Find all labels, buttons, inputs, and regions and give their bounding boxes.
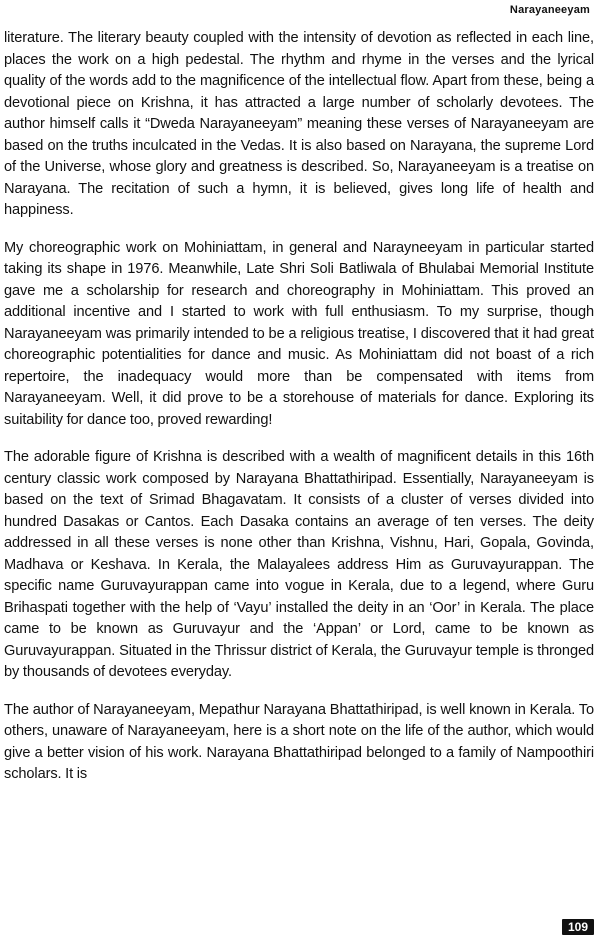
paragraph-choreographic-work: My choreographic work on Mohiniattam, in general and Narayneeyam in particular started taking its shape in 1976. Meanwhile, Late Shri Soli Batliwala of Bhulabai Memorial Institute gave me a scholarship for research and choreography in Mohiniattam. This proved an additional incentive and I started to work with full enthusiasm. To my surprise, though Narayaneeyam was primarily intended to be a religious treatise, I discovered that it had great choreographic potentialities for dance and music. As Mohiniattam did not boast of a rich repertoire, the inadequacy would more than be compensated with items from Narayaneeyam. Well, it did prove to be a storehouse of materials for dance. Exploring its suitability for dance too, proved rewarding!	[4, 239, 594, 428]
page-number-badge: 109	[562, 919, 594, 935]
paragraph-krishna-figure: The adorable figure of Krishna is described with a wealth of magnificent details in this 16th century classic work composed by Narayana Bhattathiripad. Essentially, Narayaneeyam is based on the text of Srimad Bhagavatam. It consists of a cluster of verses divided into hundred Dasakas or Cantos. Each Dasaka contains an average of ten verses. The deity addressed in all these verses is none other than Krishna, Vishnu, Hari, Gopala, Govinda, Madhava or Keshava. In Kerala, the Malayalees address Him as Guruvayurappan. The specific name Guruvayurappan came into vogue in Kerala, due to a legend, where Guru Brihaspati together with the help of ‘Vayu’ installed the deity in an ‘Oor’ in Kerala. The place came to be known as Guruvayur and the ‘Appan’ or Lord, came to be known as Guruvayurappan. Situated in the Thrissur district of Kerala, the Guruvayur temple is thronged by thousands of devotees everyday.	[4, 449, 594, 680]
paragraph-literary-beauty: literature. The literary beauty coupled with the intensity of devotion as reflected in each line, places the work on a high pedestal. The rhythm and rhyme in the verses and the lyrical quality of the words add to the magnificence of the intellectual flow. Apart from these, being a devotional piece on Krishna, it has attracted a large number of scholarly devotees. The author himself calls it “Dweda Narayaneeyam” meaning these verses of Narayaneeyam are based on the truths inculcated in the Vedas. It is also based on Narayana, the supreme Lord of the Universe, whose glory and greatness is described. So, Narayaneeyam is a treatise on Narayana. The recitation of such a hymn, it is believed, gives long life of health and happiness.	[4, 30, 594, 218]
running-header-title: Narayaneeyam	[509, 4, 590, 16]
page-body	[4, 28, 594, 802]
paragraph-author-intro: The author of Narayaneeyam, Mepathur Narayana Bhattathiripad, is well known in Kerala. To others, unaware of Narayaneeyam, here is a short note on the life of the author, which would give a better vision of his work. Narayana Bhattathiripad belonged to a family of Nampoothiri scholars. It is	[4, 701, 594, 782]
